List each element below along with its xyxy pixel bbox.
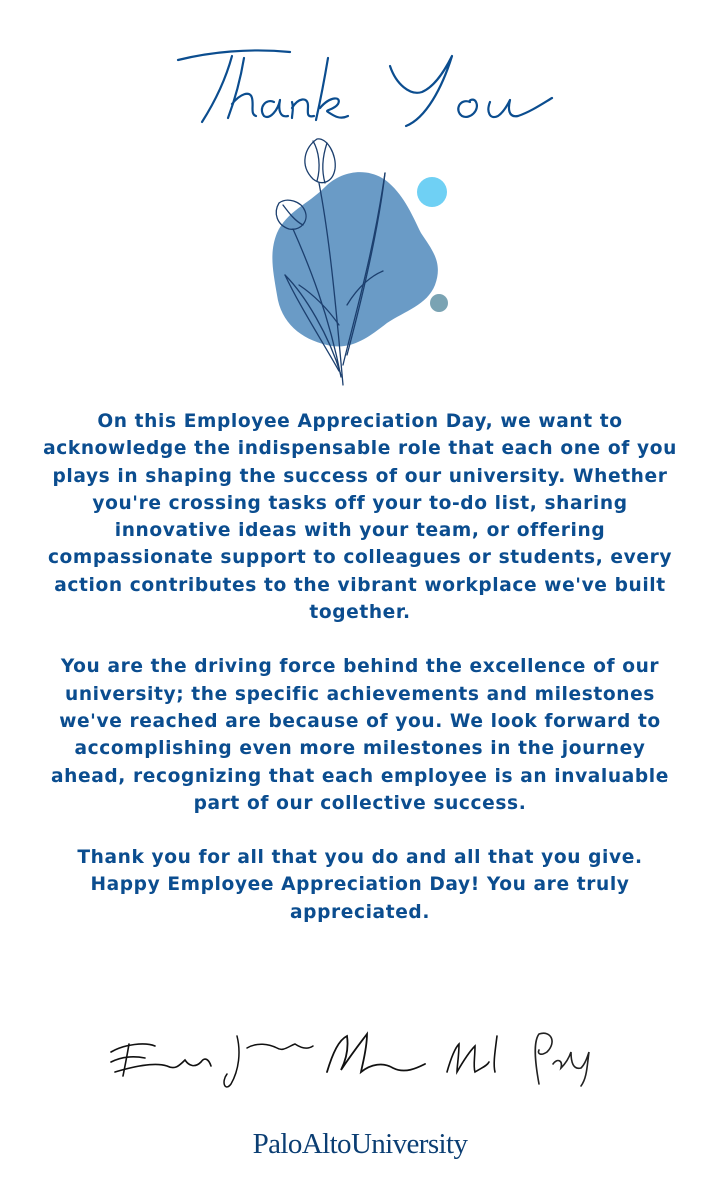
message-paragraph-1: On this Employee Appreciation Day, we want to acknowledge the indispensable role that each one of you plays in shaping the success of our university. Whether you're crossing tasks off your to-do list, sharing innovative ideas with your team, or offering compassionate support to colleagues or students, every action contributes to the vibrant workplace we've built together. — [43, 411, 677, 624]
palo-alto-university-logo: PaloAltoUniversity — [252, 1128, 468, 1160]
message-body — [40, 408, 680, 926]
paragraph-spacer — [40, 817, 680, 844]
signatures-row — [105, 1022, 595, 1094]
message-paragraph-2: You are the driving force behind the excellence of our university; the specific achievements and milestones we've reached are because of you. We look forward to accomplishing even more milestones in the journey ahead, recognizing that each employee is an invaluable part of our collective success. — [51, 656, 669, 814]
message-paragraph-3: Thank you for all that you do and all that you give. Happy Employee Appreciation Day! You are truly appreciated. — [77, 847, 643, 923]
signature-maurice — [317, 1022, 427, 1094]
signature-mel — [437, 1022, 507, 1094]
teal-dot — [430, 294, 448, 312]
signature-jeannie — [217, 1022, 315, 1094]
signature-patty — [525, 1022, 595, 1094]
cyan-dot — [417, 177, 447, 207]
signature-erika — [105, 1022, 215, 1094]
thank-you-script-title — [170, 38, 560, 128]
paragraph-spacer — [40, 626, 680, 653]
tulip-illustration — [255, 125, 470, 395]
blue-blob-shape — [272, 172, 437, 346]
